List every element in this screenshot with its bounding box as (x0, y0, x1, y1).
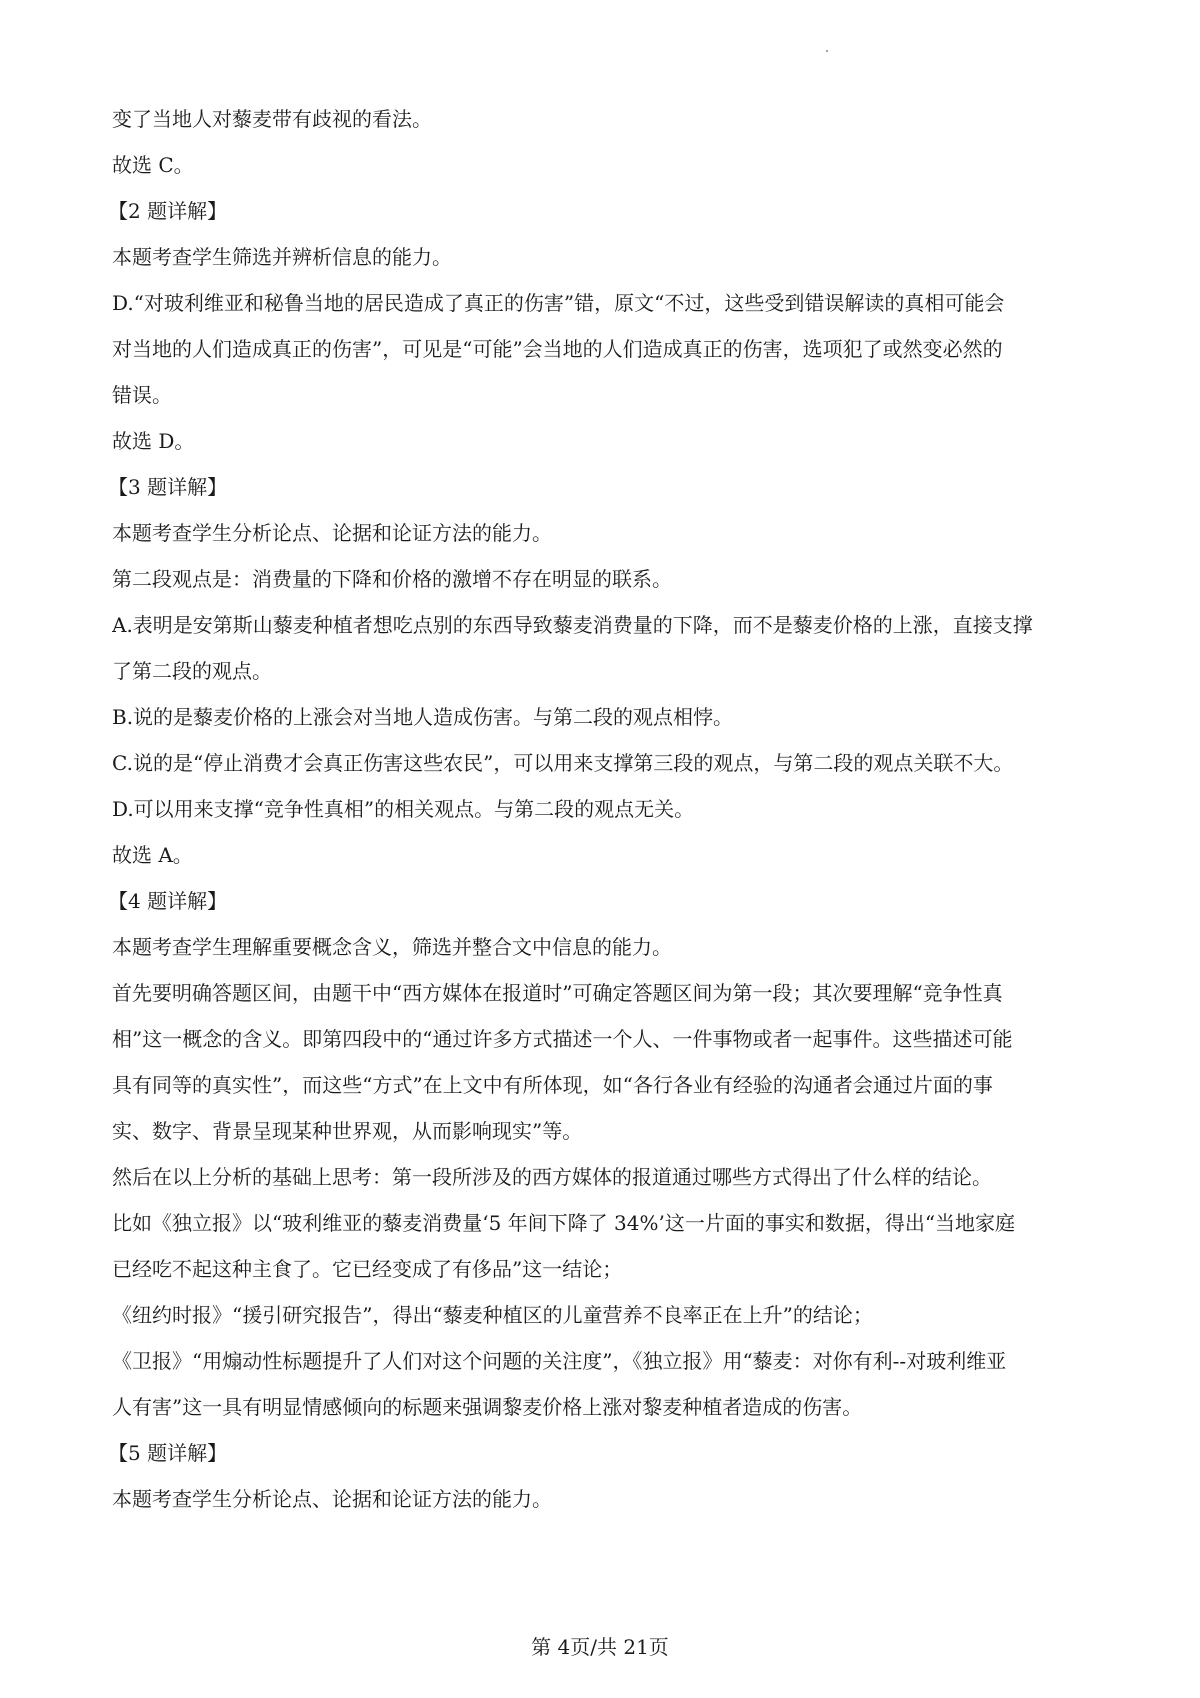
text-line: 已经吃不起这种主食了。它已经变成了有侈品”这一结论； (112, 1257, 623, 1281)
text-line: 对当地的人们造成真正的伤害”，可见是“可能”会当地的人们造成真正的伤害，选项犯了或然变必然的 (112, 337, 1003, 361)
section-heading: 【5 题详解】 (108, 1441, 228, 1465)
scan-speck (826, 50, 828, 52)
text-line: 相”这一概念的含义。即第四段中的“通过许多方式描述一个人、一件事物或者一起事件。这些描述可能 (112, 1027, 1013, 1051)
text-line: 实、数字、背景呈现某种世界观，从而影响现实”等。 (112, 1119, 583, 1143)
text-line: 故选 C。 (112, 153, 194, 177)
text-line: C.说的是“停止消费才会真正伤害这些农民”，可以用来支撑第三段的观点，与第二段的观点关联不大。 (112, 751, 1014, 775)
page-number-footer: 第 4页/共 21页 (531, 1635, 669, 1659)
text-line: 《卫报》“用煽动性标题提升了人们对这个问题的关注度”，《独立报》用“藜麦：对你有利--对玻利维亚 (112, 1349, 1007, 1373)
text-line: 本题考查学生分析论点、论据和论证方法的能力。 (112, 1487, 552, 1511)
text-line: 本题考查学生分析论点、论据和论证方法的能力。 (112, 521, 552, 545)
text-line: D.“对玻利维亚和秘鲁当地的居民造成了真正的伤害”错，原文“不过，这些受到错误解读的真相可能会 (112, 291, 1005, 315)
text-line: 本题考查学生理解重要概念含义，筛选并整合文中信息的能力。 (112, 935, 672, 959)
text-line: 比如《独立报》以“玻利维亚的藜麦消费量‘5 年间下降了 34%’这一片面的事实和数据，得出“当地家庭 (112, 1211, 1016, 1235)
text-line: 第二段观点是：消费量的下降和价格的激增不存在明显的联系。 (112, 567, 672, 591)
text-line: 错误。 (112, 383, 172, 407)
section-heading: 【2 题详解】 (108, 199, 228, 223)
text-line: 本题考查学生筛选并辨析信息的能力。 (112, 245, 452, 269)
text-line: D.可以用来支撑“竞争性真相”的相关观点。与第二段的观点无关。 (112, 797, 695, 821)
text-line: 具有同等的真实性”，而这些“方式”在上文中有所体现，如“各行各业有经验的沟通者会通过片面的事 (112, 1073, 993, 1097)
text-line: B.说的是藜麦价格的上涨会对当地人造成伤害。与第二段的观点相悖。 (112, 705, 734, 729)
text-line: A.表明是安第斯山藜麦种植者想吃点别的东西导致藜麦消费量的下降，而不是藜麦价格的上涨，直接支撑 (112, 613, 1033, 637)
text-line: 首先要明确答题区间，由题干中“西方媒体在报道时”可确定答题区间为第一段；其次要理解“竞争性真 (112, 981, 1003, 1005)
text-line: 《纽约时报》“援引研究报告”，得出“藜麦种植区的儿童营养不良率正在上升”的结论； (112, 1303, 873, 1327)
section-heading: 【3 题详解】 (108, 475, 228, 499)
text-line: 故选 D。 (112, 429, 195, 453)
section-heading: 【4 题详解】 (108, 889, 228, 913)
text-line: 变了当地人对藜麦带有歧视的看法。 (112, 107, 432, 131)
text-line: 故选 A。 (112, 843, 193, 867)
page-content (108, 96, 1097, 1522)
text-line: 了第二段的观点。 (112, 659, 272, 683)
text-line: 人有害”这一具有明显情感倾向的标题来强调黎麦价格上涨对黎麦种植者造成的伤害。 (112, 1395, 863, 1419)
text-line: 然后在以上分析的基础上思考：第一段所涉及的西方媒体的报道通过哪些方式得出了什么样的结论。 (112, 1165, 992, 1189)
